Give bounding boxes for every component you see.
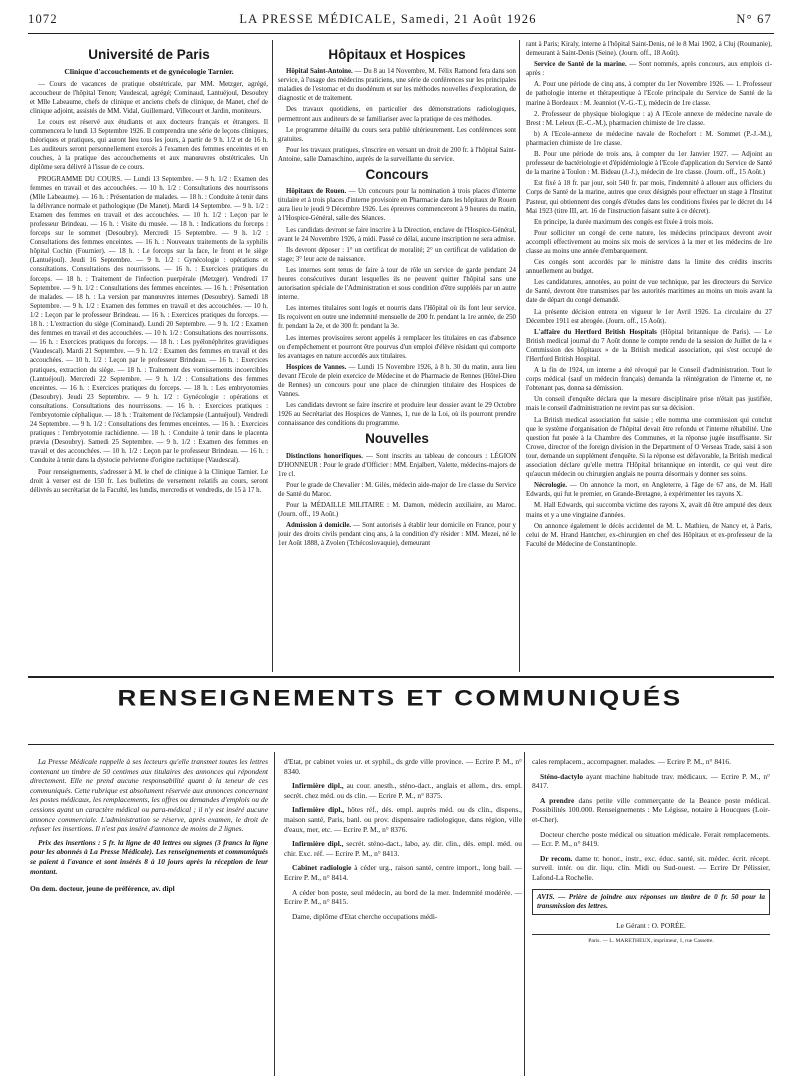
paragraph: rant à Paris; Kiraly, interne à l'hôpital Saint-Denis, né le 8 Mai 1902, à Cluj (Roumanie), demeurant à Saint-Denis (Seine). (Journ. off., 18 Août). — [526, 41, 772, 58]
clinique-heading: Clinique d'accouchements et de gynécologie Tarnier. — [64, 67, 234, 77]
paragraph — [278, 187, 516, 223]
column-divider — [272, 40, 273, 672]
item-heading: Service de Santé de la marine. — [534, 61, 627, 69]
classified-ad — [284, 805, 522, 834]
item-heading: Hospices de Vannes. — [286, 363, 347, 371]
paragraph: Pour le grade de Chevalier : M. Gilès, médecin aide-major de 1re classe du Service de Santé du Maroc. — [278, 481, 516, 498]
classified-ad: d'Etat, pr cabinet voies ur. et syphil., ds grde ville province. — Ecrire P. M., n° 8340. — [284, 757, 522, 776]
ad-text: On dem. docteur, jeune de préférence, av. dipl — [30, 884, 175, 894]
program-paragraph — [30, 175, 268, 466]
paragraph: On annonce également le décès accidentel de M. L. Mathieu, de Nancy et, à Paris, celui de M. Hrand Hantcher, ex-chirurgien en chef des Hôpitaux et ex-professeur de la Faculté de Médecine de Constantinople. — [526, 522, 772, 548]
classified-ad — [284, 863, 522, 882]
ad-heading: Infirmière dipl., — [292, 805, 345, 815]
notice-paragraph: La Presse Médicale rappelle à ses lecteurs qu'elle transmet toutes les lettres contenant un timbre de 50 centimes aux titulaires des annonces qui répondent directement. Elle ne prend aucune responsabilité quant à la teneur de ces communiqués. Cette rubrique est absolument réservée aux annonces concernant les postes médicaux, les remplacements, les offres ou demandes d'emplois ou de cessions ayant un caractère médical ou para-médical ; il n'y est inséré aucune annonce commerciale. L'administration se réserve, après examen, le droit de refuser les insertions. Il n'est pas inséré d'annonce de moins de 2 lignes. — [30, 757, 268, 834]
program-text: Lundi 13 Septembre. — 9 h. 1/2 : Examen des femmes en travail et des accouchées. — 10 h. 1/2 : Consultations des nourrissons (Mlle Labeaume). — 16 h. : Présentation de malades. — 18 h. : Conduite à tenir dans la délivrance normale et pathologique (De Manet). Mardi 14 Septembre. — 9 h. 1/2 : Examen des femmes en travail et des accouchées. — 10 h. 1/2 : Leçon par le professeur Brindeau. — 16 h. : Visite du musée. — 18 h. : Indications du forceps : forceps sur le sommet (Desoubry). Mercredi 15 Septembre. — 9 h. 1/2 : Consultations des femmes enceintes. — 16 h. : Nouveaux traitements de la syphilis hôpital Cochin (Fournier). — 18 h. : Le forceps sur la face, le front et le siège (Lantuéjoul). Jeudi 16 Septembre. — 9 h. 1/2 : Gynécologie : opérations et consultations. Consultations des nourrissons. — 16 h. : Exercices pratiques du forceps. — 18 h. : Traitement de l'infection puerpérale (Metzger). Vendredi 17 Septembre. — 9 h. 1/2 : Consultations des femmes enceintes. — 16 h. : Présentation de malades. — 18 h. : La version par manœuvres internes (Desoubry). Samedi 18 Septembre. — 9 h. 1/2 : Examen des femmes en travail et des accouchées. — 10 h. 1/2 : Leçon par le professeur Brindeau. — 16 h. : Exercices pratiques du forceps. — 18 h. : L'extraction du siège (Cominaud). Lundi 20 Septembre. — 9 h. 1/2 : Examen des femmes en travail et des accouchées. — 10 h. 1/2 : Consultations des nourrissons. — 16 h. : Exercices pratiques du forceps. — 18 h. : Les pyélonéphrites gravidiques (Vaudescal). Mardi 21 Septembre. — 9 h. 1/2 : Examen des femmes en travail et des accouchées. — 10 h. 1/2 : Leçon par le professeur Brindeau. — 16 h. : Exercices pratiques, extraction du siège. — 18 h. : Traitement des vomissements incoercibles (Lantuéjoul). Mercredi 22 Septembre. — 9 h. 1/2 : Consultations des femmes enceintes. — 16 h. : Exercices pratiques du forceps. — 18 h. : Les embryotomies (Desoubry). Jeudi 23 Septembre. — 9 h. 1/2 : Gynécologie : opérations et consultations. Consultations des nourrissons. — 16 h. : Exercices pratiques : l'embryotomie céphalique. — 18 h. : Traitement de l'éclampsie (Lantuéjoul). Vendredi 24 Septembre. — 9 h. 1/2 : Consultations des femmes enceintes. — 16 h. : Exercices pratiques : l'embryotomie rachidienne. — 18 h. : Conduite à tenir dans le placenta prævia (Desoubry). Samedi 25 Septembre. — 9 h. 1/2 : Examen des femmes en travail et des accouchées. — 10 h. 1/2 : Leçon par le professeur Brindeau. — 16 h. : Conduite à tenir dans la dystocie pelvienne d'origine rachitique (Vaudescal). — [30, 175, 268, 465]
section-rule — [28, 744, 774, 745]
paragraph: Des travaux quotidiens, en particulier des démonstrations radiologiques, permettront aux auditeurs de se familiariser avec la pratique de ces méthodes. — [278, 106, 516, 123]
classified-ad: Docteur cherche poste médical ou situation médicale. Ferait remplacements. — Ecr. P. M., n° 8419. — [532, 829, 770, 849]
paragraph: — Cours de vacances de pratique obstétricale, par MM. Metzger, agrégé, accoucheur de l'hôpital Tenon; Vaudescal, agrégé; Cominaud, Lantuéjoul, Desoubry et Mlle Labeaume, chefs de clinique et anciens chefs de clinique, de Manet, chef de clinique adjoint, assistés de MM. Vidal, Guillemard, Villecourt et Jardin, moniteurs. — [30, 80, 268, 115]
item-text: — Lundi 15 Novembre 1926, à 8 h. 30 du matin, aura lieu devant l'Ecole de plein exercice de Médecine et de Pharmacie de Rennes (Hôtel-Dieu de Rennes) un concours pour une place de chirurgien titulaire des Hospices de Vannes. — [278, 363, 516, 399]
ad-text: hôtes réf., dés. empl. auprès méd. ou ds clin., dispens., maison santé, Paris, banl. ou prov. dispensaire radiologique, dans région, ville d'eaux, mer, etc. — Ecrire P. M., n° 8376. — [284, 805, 522, 834]
classified-ad — [284, 839, 522, 858]
item-text: — Du 8 au 14 Novembre, M. Félix Ramond fera dans son service, à l'usage des médecins praticiens, une série de conférences sur les principales maladies de l'estomac et du duodénum et sur les méthodes nouvelles d'exploration, de diagnostic et de traitement. — [278, 68, 516, 103]
paragraph: Les candidats devront se faire inscrire à la Direction, enclave de l'Hospice-Général, avant le 24 Novembre 1926, à midi. Passé ce délai, aucune inscription ne sera admise. — [278, 226, 516, 243]
page-header — [28, 12, 772, 28]
ad-text: ayant machine habitude trav. médicaux. — Ecrire P. M., n° 8417. — [532, 771, 770, 791]
ad-heading: A prendre — [540, 795, 575, 805]
section-title-hopitaux: Hôpitaux et Hospices — [328, 47, 466, 62]
paragraph: A. Pour une période de cinq ans, à compter du 1er Novembre 1926. — 1. Professeur de pathologie interne et thérapeutique à l'Ecole principale du Service de Santé de la marine à Bordeaux : M. Jeanniot (V.-G.-T.), médecin de 1re classe. — [526, 81, 772, 107]
classified-ad — [284, 781, 522, 800]
section-title-nouvelles: Nouvelles — [365, 431, 429, 447]
paragraph: Les internes sont tenus de faire à tour de rôle un service de garde pendant 24 heures consécutives durant lesquelles ils ne peuvent quitter l'hôpital sans une autorisation spéciale de l'Administration et sous condition d'être suppléés par un autre interne. — [278, 266, 516, 302]
item-heading: Hôpital Saint-Antoine. — [286, 68, 353, 76]
paragraph: M. Hall Edwards, qui succomba victime des rayons X, avait dû être amputé des deux mains et y a une vingtaine d'années. — [526, 502, 772, 519]
paragraph — [526, 60, 772, 78]
ad-text: dame tr. honor., instr., exc. éduc. santé, sit. médec. écrit. récept. surveil. intér. ou dir. liqu. clin. Midi ou Sud-ouest. — Ecrire Dr Pélissier, Lafond-La Rochelle. — [532, 853, 770, 882]
ad-text: au cour. anesth., sténo-dact., anglais et allem., drs. empl. secrét. chez méd. ou ds clin. — Ecrire P. M., n° 8375. — [284, 781, 522, 800]
paragraph: Les internes titulaires sont logés et nourris dans l'Hôpital où ils font leur service. Ils reçoivent en outre une indemnité mensuelle de 200 fr. pendant la 1re année, de 250 fr. pendant la 2e, et de 300 fr. pendant la 3e. — [278, 305, 516, 331]
paragraph: La présente décision entrera en vigueur le 1er Avril 1926. La circulaire du 27 Décembre 1911 est abrogée. (Journ. off., 15 Août). — [526, 308, 772, 325]
item-text: — Sont autorisés à établir leur domicile en France, pour y jouir des droits civils pendant cinq ans, à la condition d'y résider : MM. Mezei, né le 1er Août 1888, à Zvolen (Tchécoslovaquie), demeurant — [278, 522, 516, 548]
paragraph: B. Pour une période de trois ans, à compter du 1er Janvier 1927. — Adjoint au professeur de bactériologie et d'épidémiologie à l'Ecole d'application du Service de Santé de la marine à Toulon : M. Bideau (J.-J.), médecin de 1re classe. (Journ. off., 15 Août.) — [526, 151, 772, 177]
paragraph — [526, 328, 772, 364]
section-title-concours: Concours — [365, 167, 429, 183]
column-hopitaux — [278, 44, 516, 674]
ad-heading: Dr recom. — [540, 853, 573, 863]
item-heading: Admission à domicile. — [286, 522, 352, 530]
item-text: — Un concours pour la nomination à trois places d'interne titulaire et à trois places d'interne provisoire en Pharmacie dans les hôpitaux de Rouen aura lieu le jeudi 9 Décembre 1926. Les épreuves commenceront à 9 heures du matin, à l'Hospice-Général, salle des Séances. — [278, 188, 516, 223]
column-marine — [526, 40, 772, 674]
paragraph — [278, 452, 516, 479]
classified-ad — [532, 854, 770, 883]
classified-ad — [532, 772, 770, 791]
section-title-universite: Université de Paris — [88, 47, 210, 62]
page-number: 1072 — [28, 12, 58, 26]
paragraph: b) A l'Ecole-annexe de médecine navale de Rochefort : M. Sommet (P.-J.-M.), pharmacien chimiste de 1re classe. — [526, 130, 772, 147]
paragraph: La British medical association fut saisie ; elle nomma une commission qui conclut que le système d'organisation de l'hôpital devait être refondu et l'interne réhabilité. Une question fut posée à la Chambre des Communes, et la réponse jugée insuffisante. Sir Crowe, director of the foreign division in the Department of O Verseas Trade, saisi à son tour, demande un supplément d'enquête. Si la réponse est défavorable, la British medical association déclare qu'elle mettra l'Hôpital britannique en interdit, ce qui veut dire qu'aucun médecin ou chirurgien anglais ne pourra désormais y donner ses soins. — [526, 416, 772, 479]
item-text: — On annonce la mort, en Angleterre, à l'âge de 67 ans, de M. Hall Edwards, qui fut le premier, en Grande-Bretagne, à expérimenter les rayons X. — [526, 482, 772, 499]
paragraph: Pour solliciter un congé de cette nature, les médecins principaux devront avoir accompli effectivement au moins six mois de services à la mer et les médecins de 1re classe au moins une année d'embarquement. — [526, 229, 772, 255]
paragraph: Pour les travaux pratiques, s'inscrire en versant un droit de 200 fr. à l'hôpital Saint-Antoine, salle Damaschino, auprès de la surveillante du service. — [278, 146, 516, 163]
classified-ad: A céder bon poste, seul médecin, au bord de la mer. Indemnité modérée. — Ecrire P. M., n° 8415. — [284, 887, 522, 907]
item-text: — Sont inscrits au tableau de concours : LÉGION D'HONNEUR : Pour le grade d'Officier : MM. Enjalbert, Valette, médecins-majors de 1re cl. — [278, 452, 516, 478]
item-heading: Distinctions honorifiques. — [286, 452, 363, 460]
item-heading: Hôpitaux de Rouen. — [286, 188, 347, 196]
prices-paragraph: Prix des insertions : 5 fr. la ligne de 40 lettres ou signes (3 francs la ligne pour les abonnés à La Presse Médicale). Les renseignements et communiqués se paient à l'avance et sont insérés 8 à 10 jours après la réception de leur montant. — [30, 837, 268, 876]
paragraph: Pour renseignements, s'adresser à M. le chef de clinique à la Clinique Tarnier. Le droit à verser est de 150 fr. Les bulletins de versement relatifs au cours, seront délivrés au secrétariat de la Faculté, les lundis, mercredis et vendredis, de 15 à 17 h. — [30, 468, 268, 494]
classified-ad — [532, 796, 770, 825]
ad-text: secrét. sténo-dact., labo, ay. dir. clin., dés. empl. méd. ou chir. Exc. réf. — Ecrire P. M., n° 8413. — [284, 839, 522, 858]
paragraph — [278, 521, 516, 548]
header-rule — [28, 33, 774, 34]
paragraph: Les candidatures, annotées, au point de vue technique, par les directeurs du Service de Santé, devront être transmises par les autorités maritimes au moins un mois avant la date de départ du congé demandé. — [526, 279, 772, 305]
paragraph: Ces congés sont accordés par le ministre dans la limite des crédits inscrits annuellement au budget. — [526, 259, 772, 276]
paragraph: Les internes provisoires seront appelés à remplacer les titulaires en cas d'absence ou d'empêchement et pourront être pourvus d'un emploi d'élève résidant qui comporte les avantages en nature accordés aux titulaires. — [278, 334, 516, 360]
item-heading: Nécrologie. — [534, 482, 567, 490]
ad-text: dans petite ville commerçante de la Beauce poste médical. Possibilités 100.000. Renseignements : Me Légisse, notaire à Houcques (Loir-et-Cher). — [532, 795, 770, 824]
classified-ad — [30, 884, 268, 894]
program-label: PROGRAMME DU COURS. — — [38, 175, 132, 183]
bottom-column-notice — [30, 757, 268, 1077]
paragraph — [278, 363, 516, 399]
journal-title: LA PRESSE MÉDICALE, Samedi, 21 Août 1926 — [239, 12, 537, 26]
paragraph: En principe, la durée maximum des congés est fixée à trois mois. — [534, 218, 714, 226]
paragraph: Ils devront déposer : 1° un certificat de moralité; 2° un certificat de validation de stage; 3° leur acte de naissance. — [278, 246, 516, 263]
column-divider — [524, 752, 525, 1076]
paragraph — [526, 481, 772, 499]
ad-heading: Infirmière dipl., — [292, 781, 344, 791]
ad-text: à céder urg., raison santé, centre import., long bail. — Ecrire P. M., n° 8414. — [284, 863, 522, 882]
bottom-column-ads — [284, 757, 522, 1077]
item-text: (Hôpital britannique de Paris). — Le British medical journal du 7 Août donne le compte rendu de la session de Juillet de la « Commission des hôpitaux » de la British medical association, qui s'est occupé de l'Hertford British Hospital. — [526, 328, 772, 363]
column-universite — [30, 44, 268, 674]
classified-ad: Dame, diplôme d'Etat cherche occupations médi- — [292, 911, 438, 921]
bottom-column-ads-2 — [532, 757, 770, 1077]
paragraph: 2. Professeur de physique biologique : a) A l'Ecole annexe de médecine navale de Brest : M. Leleux (E.-C.-M.), pharmacien chimiste de 1re classe. — [526, 110, 772, 127]
renseignements-banner: RENSEIGNEMENTS ET COMMUNIQUÉS — [117, 685, 683, 711]
paragraph: Un conseil d'enquête déclara que la mesure disciplinaire prise n'était pas justifiée, mais le conseil d'administration ne revint pas sur sa décision. — [526, 396, 772, 413]
paragraph: Les candidats devront se faire inscrire et produire leur dossier avant le 29 Octobre 1926 au Secrétariat des Hospices de Vannes, 1, rue de la Loi, où ils pourront prendre connaissance des conditions du programme. — [278, 402, 516, 428]
avis-box: AVIS. — Prière de joindre aux réponses un timbre de 0 fr. 50 pour la transmission des lettres. — [532, 889, 770, 915]
classified-ad: cales remplacem., accompagner. malades. — Ecrire P. M., n° 8416. — [532, 757, 731, 766]
paragraph: Pour la MÉDAILLE MILITAIRE : M. Damon, médecin auxiliaire, au Maroc. (Journ. off., 19 Août.) — [278, 502, 516, 519]
section-rule — [28, 676, 774, 678]
column-divider — [519, 40, 520, 672]
paragraph: Le programme détaillé du cours sera publié ultérieurement. Les conférences sont gratuites. — [278, 126, 516, 143]
issue-number: N° 67 — [736, 12, 772, 26]
ad-heading: Infirmière dipl., — [292, 839, 344, 849]
gerant-signature: Le Gérant : O. PORÉE. — [616, 920, 686, 930]
column-divider — [274, 752, 275, 1076]
paragraph: Est fixé à 18 fr. par jour, soit 540 fr. par mois, l'indemnité à allouer aux officiers du Corps de Santé de la marine, autres que ceux désignés pour effectuer un stage à l'Institut Pasteur, qui obtiennent des congés d'études dans les conditions fixées par le décret du 14 Mai 1923 (titre III, art. 16 de l'instruction faisant suite à ce décret). — [526, 180, 772, 215]
item-text: — Sont nommés, après concours, aux emplois ci-après : — [526, 61, 772, 78]
item-heading: L'affaire du Hertford British Hospitals — [534, 328, 657, 336]
paragraph: Le cours est réservé aux étudiants et aux docteurs français et étrangers. Il commencera le lundi 13 Septembre 1926. Il comprendra une série de leçons cliniques, théoriques et pratiques, qui auront lieu tous les jours, à partir de 9 h. 1/2 et de 16 h. Les auditeurs seront personnellement exercés à l'examen des femmes enceintes et en couches, à la pratique des accouchements et aux manœuvres obstétricales. Un diplôme sera délivré à l'issue de ce cours. — [30, 118, 268, 172]
printer-imprint: Paris. — L. MARETHEUX, imprimeur, 1, rue Cassette. — [532, 934, 770, 947]
ad-heading: Cabinet radiologie — [292, 863, 352, 873]
paragraph — [278, 67, 516, 103]
paragraph: A la fin de 1924, un interne a été révoqué par le Conseil d'administration. Tout le corps médical (sauf un médecin français) demanda la réintégration de l'interne et, ne l'obtenant pas, donna sa démission. — [526, 367, 772, 393]
ad-heading: Sténo-dactylo — [540, 771, 584, 781]
